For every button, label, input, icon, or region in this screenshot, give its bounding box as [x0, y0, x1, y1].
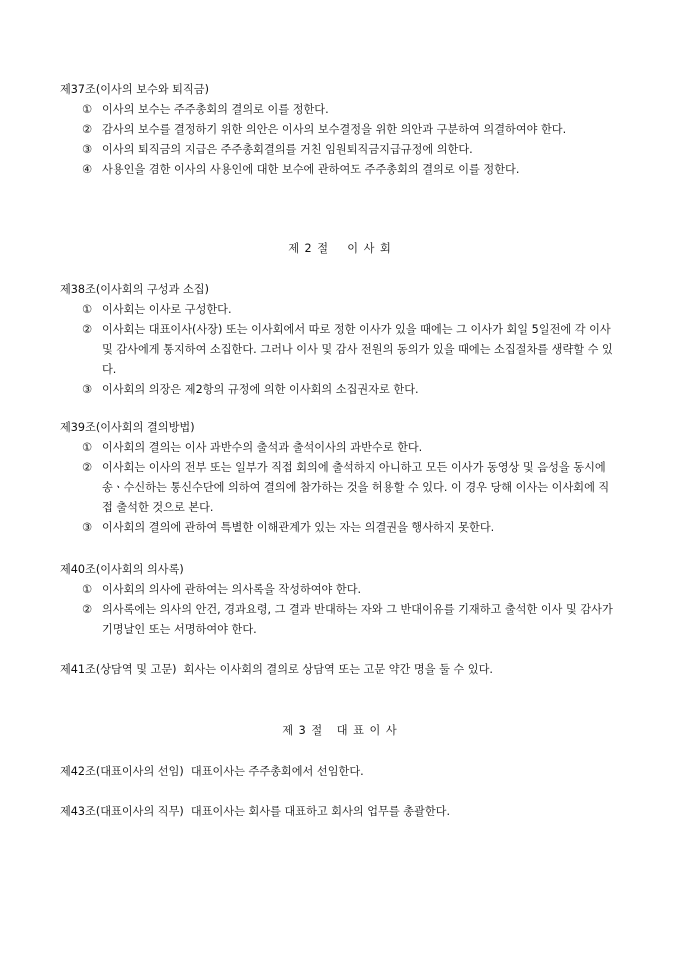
item-text: 이사회는 이사의 전부 또는 일부가 직접 회의에 출석하지 아니하고 모든 이사가 동영상 및 음성을 동시에 송ㆍ수신하는 통신수단에 의하여 결의에 참가하는 것을 허용할 수 있다. 이 경우 당해 이사는 이사회에 직접 출석한 것으로 본다. — [102, 461, 610, 514]
article-37-item-1 — [60, 100, 620, 120]
item-text: 이사회의 의사에 관하여는 의사록을 작성하여야 한다. — [102, 583, 362, 596]
item-text: 감사의 보수를 결정하기 위한 의안은 이사의 보수결정을 위한 의안과 구분하여 의결하여야 한다. — [102, 123, 567, 136]
item-number: ① — [82, 303, 93, 316]
item-text: 이사의 퇴직금의 지급은 주주총회결의를 거친 임원퇴직금지급규정에 의한다. — [102, 143, 473, 156]
item-number: ③ — [82, 143, 93, 156]
item-text: 이사회의 결의에 관하여 특별한 이해관계가 있는 자는 의결권을 행사하지 못한다. — [102, 521, 495, 534]
article-38-item-2 — [60, 320, 620, 380]
item-number: ② — [82, 323, 93, 336]
article-40-item-1 — [60, 580, 620, 600]
item-number: ② — [82, 461, 93, 474]
article-42 — [60, 762, 620, 782]
article-38-title: 제38조(이사회의 구성과 소집) — [60, 283, 209, 296]
item-number: ④ — [82, 163, 93, 176]
article-40 — [60, 560, 620, 640]
article-42-title: 제42조(대표이사의 선임) — [60, 765, 184, 778]
section-2-heading: 제 2 절 이 사 회 — [288, 242, 392, 255]
article-39-title: 제39조(이사회의 결의방법) — [60, 421, 195, 434]
article-41 — [60, 660, 620, 680]
article-38-item-1 — [60, 300, 620, 320]
article-37-item-4 — [60, 160, 620, 180]
item-number: ② — [82, 603, 93, 616]
article-40-title: 제40조(이사회의 의사록) — [60, 563, 184, 576]
item-number: ② — [82, 123, 93, 136]
item-number: ① — [82, 583, 93, 596]
article-39-item-1 — [60, 438, 620, 458]
item-text: 이사회의 결의는 이사 과반수의 출석과 출석이사의 과반수로 한다. — [102, 441, 423, 454]
item-text: 이사회는 이사로 구성한다. — [102, 303, 232, 316]
item-number: ③ — [82, 521, 93, 534]
item-number: ③ — [82, 383, 93, 396]
article-41-title: 제41조(상담역 및 고문) — [60, 663, 177, 676]
article-41-text: 회사는 이사회의 결의로 상담역 또는 고문 약간 명을 둘 수 있다. — [183, 663, 493, 676]
article-39 — [60, 418, 620, 538]
item-text: 이사의 보수는 주주총회의 결의로 이를 정한다. — [102, 103, 329, 116]
article-38-item-3 — [60, 380, 620, 400]
article-37-title: 제37조(이사의 보수와 퇴직금) — [60, 83, 209, 96]
article-43 — [60, 802, 620, 822]
article-43-text: 대표이사는 회사를 대표하고 회사의 업무를 총괄한다. — [190, 805, 451, 818]
item-number: ① — [82, 103, 93, 116]
article-38 — [60, 280, 620, 400]
item-text: 이사회는 대표이사(사장) 또는 이사회에서 따로 정한 이사가 있을 때에는 그 이사가 회일 5일전에 각 이사 및 감사에게 통지하여 소집한다. 그러나 이사 및 감사 전원의 동의가 있을 때에는 소집절차를 생략할 수 있다. — [102, 323, 613, 376]
item-text: 사용인을 겸한 이사의 사용인에 대한 보수에 관하여도 주주총회의 결의로 이를 정한다. — [102, 163, 520, 176]
article-42-text: 대표이사는 주주총회에서 선임한다. — [190, 765, 364, 778]
item-text: 이사회의 의장은 제2항의 규정에 의한 이사회의 소집권자로 한다. — [102, 383, 419, 396]
section-3-heading: 제 3 절 대 표 이 사 — [282, 724, 398, 737]
item-text: 의사록에는 의사의 안건, 경과요령, 그 결과 반대하는 자와 그 반대이유를 기재하고 출석한 이사 및 감사가 기명날인 또는 서명하여야 한다. — [102, 603, 613, 636]
article-37-item-3 — [60, 140, 620, 160]
item-number: ① — [82, 441, 93, 454]
article-43-title: 제43조(대표이사의 직무) — [60, 805, 184, 818]
article-40-item-2 — [60, 600, 620, 640]
article-39-item-3 — [60, 518, 620, 538]
article-39-item-2 — [60, 458, 620, 518]
article-37-item-2 — [60, 120, 620, 140]
article-37 — [60, 80, 620, 180]
